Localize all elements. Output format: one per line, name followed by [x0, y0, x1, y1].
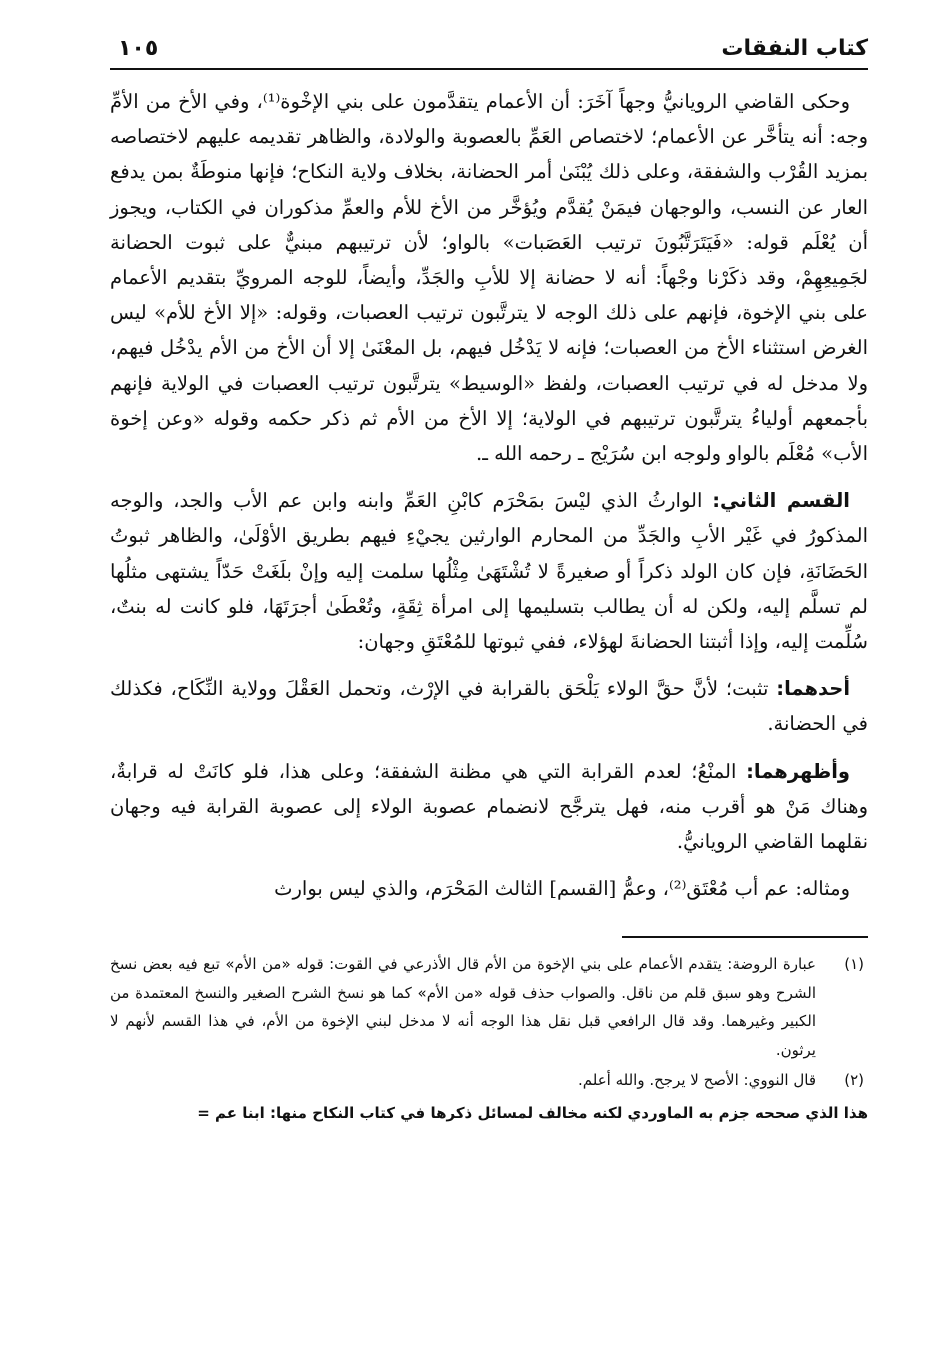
paragraph [110, 84, 868, 471]
main-text [110, 84, 868, 906]
paragraph-text: المنْعُ؛ لعدم القرابة التي هي مظنة الشفقة؛ وعلى هذا، فلو كانَتْ له قرابةٌ، وهناك مَنْ هو أقرب منه، فهل يترجَّح لانضمام عصوبة الولاء إلى عصوبة القرابة فيه وجهان نقلهما القاضي الرويانيُّ. [110, 759, 868, 854]
footnote-number: (١) [844, 955, 864, 974]
paragraph-text: ومثاله: عم أب مُعْتَق⁽²⁾، وعمُّ [القسم] الثالث المَحْرَم، والذي ليس بوارث [274, 877, 850, 901]
paragraph-text: تثبت؛ لأنَّ حقَّ الولاء يَلْحَق بالقرابة في الإرْث، وتحمل العَقْلَ وولاية النِّكَاح، فكذلك في الحضانة. [110, 677, 868, 736]
paragraph [110, 483, 868, 659]
footnote [110, 950, 868, 1064]
paragraph [110, 671, 868, 741]
footnote [110, 1066, 868, 1095]
book-page [110, 28, 868, 1127]
page-header [110, 28, 868, 70]
section-heading: أحدهما: [776, 677, 850, 701]
footnotes [110, 950, 868, 1127]
paragraph [110, 754, 868, 860]
footnote-continuation: هذا الذي صححه جزم به الماوردي لكنه مخالف لمسائل ذكرها في كتاب النكاح منها: ابنا عم = [197, 1103, 868, 1122]
footnote-number: (٢) [844, 1071, 864, 1090]
footnote-divider [622, 936, 868, 938]
running-title: كتاب النفقات [721, 36, 868, 61]
paragraph-text: وحكى القاضي الرويانيُّ وجهاً آخَرَ: أن الأعمام يتقدَّمون على بني الإخْوة⁽¹⁾، وفي الأخ من الأمِّ وجه: أنه يتأخَّر عن الأعمام؛ لاختصاص العَمِّ بالعصوبة والولادة، والظاهر تقديمه عليهم لاختصاصه بمزيد القُرْب والشفقة، وعلى ذلك يُبْنَىٰ أمر الحضانة، بخلاف ولاية النكاح؛ فإنها منوطَةٌ بمن يدفع العار عن النسب، والوجهان فيمَنْ يُقدَّم ويُؤخَّر من الأخ للأم والعمِّ مذكوران في الكتاب، ويجوز أن يُعْلَم قوله: «فَيَتَرَتَّبُونَ ترتيب العَصَبات» بالواو؛ لأن ترتيبهم مبنيٌّ على ثبوت الحضانة لجَمِيعِهِمْ، وقد ذكَرْنا وجْهاً: أنه لا حضانة إلا للأبِ والجَدِّ، وأيضاً، للوجه المرويِّ بتقديم الأعمام على بني الإخوة، فإنهم على ذلك الوجه لا يترتَّبون ترتيب العصبات، وقوله: «إلا الأخ للأم» ليس الغرض استثناء الأخ من العصبات؛ فإنه لا يَدْخُل فيهم، بل المعْنَىٰ إلا أن الأخ من الأم يدْخُل فيهم، ولا مدخل له في ترتيب العصبات، ولفظ «الوسيط» يترتَّبون ترتيب العصبات في الولاية فإنهم بأجمعهم أولياءُ يترتَّبون ترتيبهم في الولاية؛ إلا الأخ من الأم ثم ذكر حكمه وقوله «وعن إخوة الأب» مُعْلَم بالواو ولوجه ابن سُرَيْج ـ رحمه الله ـ. [110, 90, 868, 466]
footnote-text: قال النووي: الأصح لا يرجح. والله أعلم. [578, 1071, 816, 1090]
section-heading: وأظهرهما: [746, 759, 850, 783]
paragraph-text: الوارثُ الذي ليْسَ بمَحْرَم كابْنِ العَمِّ وابنه وابن عم الأب والجد، والوجه المذكورُ في غَيْر الأبِ والجَدِّ من المحارم الوارثين يجيْءِ فيهم بطريق الأوْلَىٰ، والظاهر ثبوتُ الحَضَانَةِ، فإن كان الولد ذكراً أو صغيرةً لا تُشْتَهَىٰ مِثْلُها سلمت إليه وإنْ بلَغَتْ حَدّاً يشتهى مثلُها لم تسلَّم إليه، ولكن له أن يطالب بتسليمها إلى امرأة ثِقَةٍ، وتُعْطَىٰ أجرَتَهَا، فلو كانت له بنتٌ، سُلِّمت إليه، وإذا أثبتنا الحضانةَ لهؤلاء، ففي ثبوتها للمُعْتَقِ وجهان: [110, 489, 868, 654]
footnote-text: عبارة الروضة: يتقدم الأعمام على بني الإخوة من الأم قال الأذرعي في القوت: قوله «من الأم» تبع فيه بعض نسخ الشرح وهو سبق قلم من ناقل. والصواب حذف قوله «من الأم» كما هو نسخ الشرح الصغير والنسخ المعتمدة من الكبير وغيرهما. وقد قال الرافعي قبل نقل هذا الوجه أنه لا مدخل لبني الإخوة من الأم، في هذا القسم لأنهم لا يرثون. [110, 955, 816, 1059]
paragraph [110, 871, 868, 906]
page-number: ١٠٥ [118, 36, 159, 61]
section-heading: القسم الثاني: [712, 489, 850, 513]
